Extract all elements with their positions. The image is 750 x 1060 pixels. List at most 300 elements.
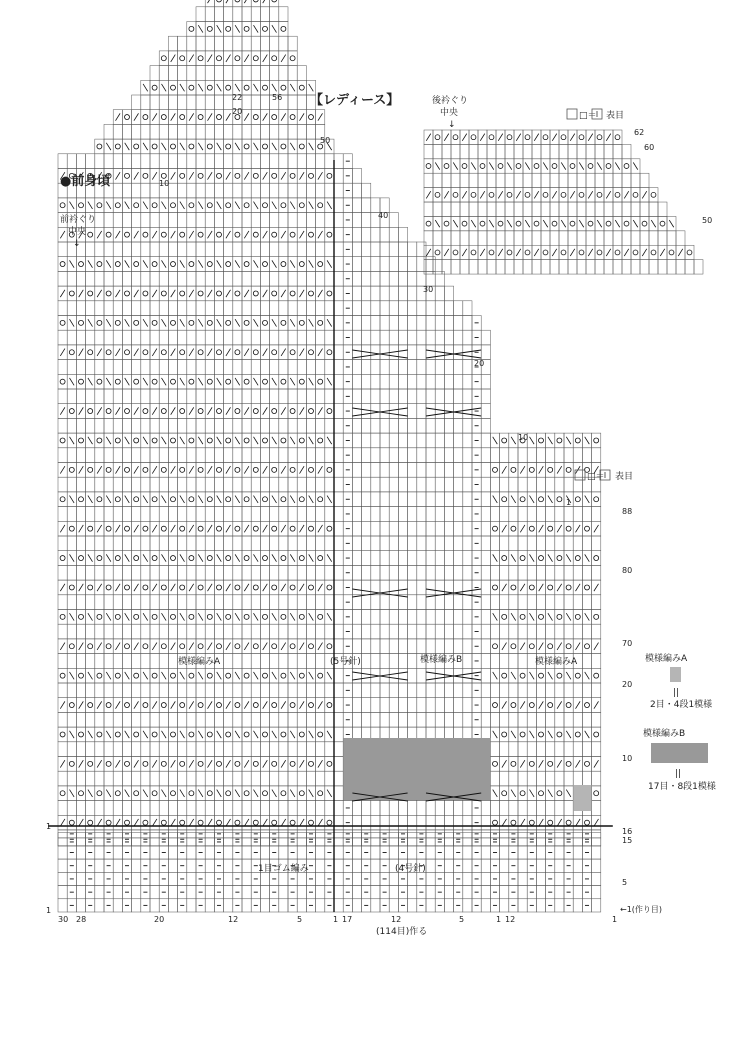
grid-cell [67,742,76,757]
yarn-over-icon [272,761,277,766]
grid-cell [398,242,407,257]
grid-cell [270,36,279,51]
grid-cell [297,374,306,389]
grid-cell [371,639,380,654]
grid-cell [150,886,159,899]
grid-cell [582,757,591,772]
grid-cell [58,316,67,331]
grid-cell [122,654,131,669]
yarn-over-icon [281,379,286,384]
grid-cell [288,286,297,301]
grid-cell [196,580,205,595]
k2tog-icon [152,349,157,356]
grid-cell [362,448,371,463]
grid-cell [58,771,67,786]
ssk-icon [290,378,295,385]
grid-cell [270,389,279,404]
yarn-over-icon [263,85,268,90]
grid-cell [398,801,407,816]
grid-cell [568,144,577,158]
grid-cell [86,624,95,639]
grid-cell [95,242,104,257]
grid-cell [104,154,113,169]
grid-cell [306,213,315,228]
grid-cell [251,330,260,345]
ssk-icon [272,437,277,444]
grid-cell [270,183,279,198]
grid-cell [306,536,315,551]
ssk-icon [493,672,498,679]
grid-cell [408,418,417,433]
yarn-over-icon [207,673,212,678]
k2tog-icon [189,643,194,650]
yarn-over-icon [171,262,176,267]
ssk-icon [585,554,590,561]
grid-cell [76,727,85,742]
grid-cell [251,595,260,610]
yarn-over-icon [143,526,148,531]
grid-cell [555,872,564,885]
yarn-over-icon [180,291,185,296]
grid-cell [270,683,279,698]
k2tog-icon [244,701,249,708]
grid-cell [380,448,389,463]
grid-cell [582,521,591,536]
ssk-icon [180,202,185,209]
grid-cell [417,712,426,727]
yarn-over-icon [281,203,286,208]
grid-cell [113,846,122,859]
grid-cell [362,801,371,816]
yarn-over-icon [588,221,593,226]
grid-cell [67,345,76,360]
grid-cell [104,404,113,419]
grid-cell [454,683,463,698]
yarn-over-icon [143,173,148,178]
yarn-over-icon [161,173,166,178]
yarn-over-icon [180,56,185,61]
grid-cell [334,771,343,786]
grid-cell [113,301,122,316]
grid-cell [481,536,490,551]
grid-cell [113,271,122,286]
grid-cell [132,271,141,286]
grid-cell [306,580,315,595]
grid-cell [398,580,407,595]
grid-cell [113,565,122,580]
grid-cell [205,257,214,272]
yarn-over-icon [60,497,65,502]
yarn-over-icon [480,164,485,169]
grid-cell [481,801,490,816]
grid-cell [224,448,233,463]
grid-cell [527,683,536,698]
grid-cell [352,668,361,683]
grid-cell [362,595,371,610]
yarn-over-icon [687,250,692,255]
grid-cell [469,130,478,144]
ssk-icon [198,554,203,561]
grid-cell [242,433,251,448]
legend-knit-mid: 表目 [615,472,634,482]
grid-cell [352,463,361,478]
grid-cell [270,169,279,184]
grid-cell [325,801,334,816]
grid-cell [371,389,380,404]
yarn-over-icon [235,0,240,2]
grid-cell [463,316,472,331]
grid-cell [555,610,564,625]
k2tog-icon [134,349,139,356]
grid-cell [233,345,242,360]
grid-cell [141,712,150,727]
ssk-icon [290,84,295,91]
grid-cell [76,330,85,345]
grid-cell [523,231,532,245]
grid-cell [490,580,499,595]
ssk-icon [309,613,314,620]
grid-cell [334,757,343,772]
grid-cell [159,757,168,772]
grid-cell [417,463,426,478]
grid-cell [122,624,131,639]
grid-cell [362,330,371,345]
back-neck-label: 後衿ぐり [432,96,469,106]
grid-cell [242,257,251,272]
grid-cell [214,330,223,345]
grid-cell [546,580,555,595]
grid-cell [398,301,407,316]
grid-cell [555,477,564,492]
yarn-over-icon [327,350,332,355]
grid-cell [586,202,595,216]
ssk-icon [235,319,240,326]
yarn-over-icon [557,614,562,619]
grid-cell [67,389,76,404]
yarn-over-icon [244,497,249,502]
row-88: 88 [622,507,633,516]
k2tog-icon [189,349,194,356]
grid-cell [500,477,509,492]
grid-cell [435,565,444,580]
yarn-over-icon [253,585,258,590]
grid-cell [260,374,269,389]
grid-cell [500,727,509,742]
k2tog-icon [226,407,231,414]
grid-cell [67,757,76,772]
ssk-icon [70,496,75,503]
grid-cell [490,771,499,786]
grid-cell [214,7,223,22]
grid-cell [141,565,150,580]
yarn-over-icon [435,250,440,255]
grid-cell [251,124,260,139]
grid-cell [224,360,233,375]
grid-cell [398,418,407,433]
grid-cell [325,301,334,316]
yarn-over-icon [585,644,590,649]
grid-cell [242,389,251,404]
grid-cell [288,389,297,404]
k2tog-icon [300,525,305,532]
k2tog-icon [300,349,305,356]
yarn-over-icon [161,820,166,825]
yarn-over-icon [318,262,323,267]
grid-cell [325,448,334,463]
grid-cell [297,712,306,727]
yarn-over-icon [217,820,222,825]
grid-cell [76,154,85,169]
grid-cell [214,360,223,375]
grid-cell [141,418,150,433]
grid-cell [604,159,613,173]
grid-cell [122,683,131,698]
ssk-icon [453,162,458,169]
grid-cell [242,66,251,81]
grid-cell [389,242,398,257]
grid-cell [187,154,196,169]
grid-cell [398,712,407,727]
grid-cell [509,521,518,536]
k2tog-icon [226,172,231,179]
grid-cell [150,257,159,272]
grid-cell [352,418,361,433]
grid-cell [260,0,269,7]
yarn-over-icon [548,526,553,531]
grid-cell [205,712,214,727]
grid-cell [95,316,104,331]
grid-cell [518,838,527,846]
grid-cell [159,301,168,316]
grid-cell [58,271,67,286]
grid-cell [113,668,122,683]
grid-cell [380,801,389,816]
grid-cell [536,872,545,885]
grid-cell [417,242,426,257]
grid-cell [325,213,334,228]
grid-cell [95,712,104,727]
yarn-over-icon [198,350,203,355]
grid-cell [279,418,288,433]
grid-cell [408,846,417,859]
grid-cell [168,683,177,698]
pattern-a-shade [573,785,591,811]
grid-cell [67,154,76,169]
grid-cell [514,231,523,245]
grid-cell [546,624,555,639]
ssk-icon [162,672,167,679]
grid-cell [58,330,67,345]
grid-cell [514,202,523,216]
grid-cell [454,565,463,580]
grid-cell [442,216,451,230]
k2tog-icon [189,290,194,297]
yarn-over-icon [161,291,166,296]
grid-cell [532,216,541,230]
grid-cell [454,521,463,536]
ssk-icon [615,162,620,169]
k2tog-icon [244,643,249,650]
grid-cell [187,859,196,872]
grid-cell [527,757,536,772]
grid-cell [113,610,122,625]
grid-cell [500,595,509,610]
grid-cell [487,188,496,202]
ssk-icon [254,143,259,150]
yarn-over-icon [207,556,212,561]
grid-cell [362,301,371,316]
k2tog-icon [300,584,305,591]
grid-cell [362,213,371,228]
grid-cell [306,521,315,536]
grid-cell [288,242,297,257]
grid-cell [187,183,196,198]
grid-cell [371,227,380,242]
grid-cell [316,786,325,801]
grid-cell [270,639,279,654]
grid-cell [113,536,122,551]
grid-cell [104,463,113,478]
ssk-icon [217,731,222,738]
grid-cell [426,536,435,551]
grid-cell [444,859,453,872]
ssk-icon [162,260,167,267]
k2tog-icon [152,701,157,708]
grid-cell [251,66,260,81]
grid-cell [196,301,205,316]
grid-cell [150,595,159,610]
grid-cell [260,833,269,846]
yarn-over-icon [253,644,258,649]
grid-cell [371,536,380,551]
grid-cell [214,742,223,757]
grid-cell [460,202,469,216]
k2tog-icon [134,584,139,591]
grid-cell [132,727,141,742]
grid-cell [233,213,242,228]
yarn-over-icon [493,703,498,708]
grid-cell [196,330,205,345]
grid-cell [334,595,343,610]
grid-cell [214,595,223,610]
grid-cell [122,565,131,580]
grid-cell [380,624,389,639]
grid-cell [141,389,150,404]
yarn-over-icon [79,614,84,619]
grid-cell [104,448,113,463]
grid-cell [150,838,159,846]
yarn-over-icon [244,320,249,325]
grid-cell [306,301,315,316]
grid-cell [435,492,444,507]
yarn-over-icon [152,144,157,149]
grid-cell [490,536,499,551]
k2tog-icon [318,643,323,650]
ssk-icon [548,613,553,620]
grid-cell [67,301,76,316]
ssk-icon [272,260,277,267]
grid-cell [224,418,233,433]
grid-cell [224,198,233,213]
grid-cell [546,712,555,727]
grid-cell [417,801,426,816]
ssk-icon [143,790,148,797]
num-20-top: 20 [232,107,243,116]
grid-cell [187,389,196,404]
grid-cell [435,580,444,595]
yarn-over-icon [253,703,258,708]
k2tog-icon [208,231,213,238]
grid-cell [389,815,398,830]
grid-cell [297,786,306,801]
grid-cell [417,360,426,375]
grid-cell [523,130,532,144]
grid-cell [658,260,667,274]
grid-cell [270,213,279,228]
grid-cell [67,463,76,478]
grid-cell [187,198,196,213]
grid-cell [251,654,260,669]
grid-cell [433,173,442,187]
grid-cell [297,668,306,683]
k2tog-icon [116,349,121,356]
grid-cell [297,66,306,81]
grid-cell [316,360,325,375]
grid-cell [592,624,601,639]
yarn-over-icon [511,820,516,825]
grid-cell [132,846,141,859]
grid-cell [316,536,325,551]
grid-cell [242,492,251,507]
grid-cell [435,463,444,478]
ssk-icon [125,554,130,561]
ssk-icon [198,731,203,738]
k2tog-icon [281,466,286,473]
grid-cell [187,271,196,286]
grid-cell [224,859,233,872]
k2tog-icon [116,466,121,473]
yarn-over-icon [235,703,240,708]
grid-cell [408,389,417,404]
grid-cell [536,610,545,625]
grid-cell [362,360,371,375]
grid-cell [640,216,649,230]
grid-cell [518,899,527,912]
grid-cell [389,565,398,580]
grid-cell [132,448,141,463]
grid-cell [334,242,343,257]
grid-cell [592,536,601,551]
grid-cell [297,448,306,463]
grid-cell [187,418,196,433]
grid-cell [518,742,527,757]
grid-cell [316,565,325,580]
grid-cell [122,521,131,536]
grid-cell [132,610,141,625]
grid-cell [141,95,150,110]
yarn-over-icon [426,164,431,169]
k2tog-icon [134,525,139,532]
yarn-over-icon [281,791,286,796]
k2tog-icon [226,290,231,297]
k2tog-icon [208,760,213,767]
grid-cell [577,245,586,259]
yarn-over-icon [575,614,580,619]
grid-cell [224,801,233,816]
grid-cell [487,144,496,158]
k2tog-icon [189,701,194,708]
grid-cell [113,154,122,169]
